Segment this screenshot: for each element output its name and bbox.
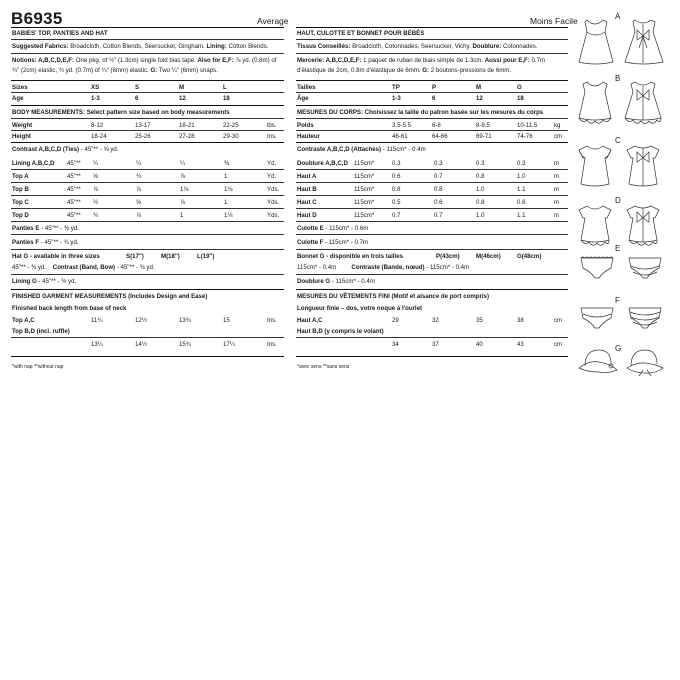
fabric-amount: 1.1 [517, 186, 526, 193]
fabric-amount: ⅜ [224, 160, 230, 167]
fabric-width: 45"** [67, 160, 81, 167]
size-g: G [517, 84, 522, 91]
culotte-f: Culotte F - 115cm* - 0.7m [297, 239, 369, 246]
top-bd-unit: Ins. [267, 341, 277, 348]
fabric-row-label: Doublure A,B,C,D [297, 160, 348, 167]
fabric-amount: ¾ [93, 212, 99, 219]
fabric-row-label: Haut A [297, 173, 317, 180]
fabric-amount: 1⅛ [224, 186, 233, 193]
top-bd-value: 15¾ [179, 341, 191, 348]
size-tp: TP [392, 84, 400, 91]
top-d-back-sketch [627, 206, 659, 245]
view-c-illustration [577, 140, 675, 192]
fabric-width: 115cm* [354, 212, 375, 219]
body-measurements-header: BODY MEASUREMENTS: Select pattern size based on body measurements [12, 109, 230, 116]
weight-label: Weight [12, 122, 33, 129]
bonnet-g-amount: 115cm* - 0.4m Contraste (Bande, nœud) - 115cm* - 0.4m [297, 264, 470, 271]
top-bd-value: 13¼ [91, 341, 103, 348]
top-bd-value: 14½ [135, 341, 147, 348]
contrast-ties: Contrast A,B,C,D (Ties) - 45"** - ⅝ yd. [12, 146, 119, 153]
fabric-row-label: Top C [12, 199, 29, 206]
fabric-amount: ⅞ [93, 186, 99, 193]
panties-e-back-sketch [629, 258, 661, 278]
suggested-fabrics: Tissus Conseillés: Broadcloth, Cotonnades, Seersucker, Vichy. Doublure: Cotonnades. [297, 43, 538, 50]
finished-measurements-header: MESURES DU VÊTEMENTS FINI (Motif et aisance de port compris) [297, 293, 489, 300]
top-ac-value: 13¾ [179, 317, 191, 324]
top-ac-label: Haut A,C [297, 317, 323, 324]
fabric-row-label: Top A [12, 173, 29, 180]
fabric-amount: 1.1 [517, 212, 526, 219]
fabric-amount: 1⅛ [180, 186, 189, 193]
divider [11, 195, 284, 196]
divider [296, 27, 568, 28]
fabric-row-label: Haut D [297, 212, 317, 219]
section-title: BABIES' TOP, PANTIES AND HAT [12, 30, 108, 37]
view-e-illustration [577, 252, 675, 286]
height-value: 27-28 [179, 133, 195, 140]
view-label-f: F [615, 296, 620, 305]
top-ac-label: Top A,C [12, 317, 35, 324]
divider [11, 289, 284, 290]
fabric-row-label: Haut B [297, 186, 317, 193]
footnote: *avec sens **sans sens [297, 364, 350, 370]
fabric-width: 45"** [67, 212, 81, 219]
sizes-label: Tailles [297, 84, 316, 91]
divider [11, 118, 284, 119]
age-value: 6 [135, 95, 139, 102]
size-m: M [476, 84, 482, 91]
age-value: 1-3 [392, 95, 401, 102]
fabric-amount: ⅞ [180, 199, 186, 206]
age-value: 12 [179, 95, 186, 102]
size-l: L [223, 84, 227, 91]
divider [296, 105, 568, 106]
fabric-amount: 0.8 [517, 199, 526, 206]
panties-f: Panties F - 45"** - ¾ yd. [12, 239, 79, 246]
top-ac-value: 15 [223, 317, 230, 324]
weight-value: 10-11.5 [517, 122, 538, 129]
top-b-back-sketch [625, 82, 661, 124]
culotte-e: Culotte E - 115cm* - 0.6m [297, 225, 369, 232]
divider [11, 249, 284, 250]
hat-g-back-sketch [627, 350, 663, 376]
view-a-illustration [577, 16, 675, 68]
fabric-unit: Yds. [267, 186, 280, 193]
top-c-back-sketch [627, 146, 659, 186]
divider [11, 27, 284, 28]
fabric-unit: Yds. [267, 212, 280, 219]
lining-g: Lining G - 45"** - ⅜ yd. [12, 278, 77, 285]
top-bd-label: Haut B,D (y compris le volant) [297, 328, 384, 335]
top-a-front-sketch [579, 20, 613, 64]
hat-g-amount: 45"** - ⅜ yd. Contrast (Band, Bow) - 45"** - ⅜ yd. [12, 264, 155, 271]
divider [11, 130, 284, 131]
top-ac-value: 32 [432, 317, 439, 324]
bonnet-g: Bonnet G - disponible en trois tailles [297, 253, 403, 260]
age-label: Age [12, 95, 24, 102]
divider [296, 130, 568, 131]
fabric-amount: 0.3 [434, 160, 443, 167]
fabric-unit: Yd. [267, 160, 277, 167]
top-bd-value: 37 [432, 341, 439, 348]
height-label: Height [12, 133, 31, 140]
height-value: 18-24 [91, 133, 107, 140]
fabric-amount: 0.7 [392, 212, 401, 219]
top-bd-value: 17¼ [223, 341, 235, 348]
height-value: 29-30 [223, 133, 239, 140]
fabric-amount: 0.3 [392, 160, 401, 167]
divider [296, 182, 568, 183]
notions: Mercerie: A,B,C,D,E,F: 1 paquet de ruban de biais simple de 1.3cm. Aussi pour E,F: 0.7m [297, 57, 546, 64]
difficulty-level-en: Average [257, 16, 289, 26]
divider [296, 39, 568, 40]
section-title: HAUT, CULOTTE ET BONNET POUR BÉBÉS [297, 30, 425, 37]
fabric-width: 115cm* [354, 160, 375, 167]
divider [296, 249, 568, 250]
top-bd-value: 34 [392, 341, 399, 348]
view-label-e: E [615, 244, 621, 253]
panties-e-front-sketch [581, 257, 613, 278]
weight-value: 22-25 [223, 122, 239, 129]
height-value: 69-71 [476, 133, 492, 140]
fabric-amount: ¼ [136, 160, 142, 167]
fabric-amount: ¼ [93, 160, 99, 167]
top-ac-unit: Ins. [267, 317, 277, 324]
hat-size: L(19") [197, 253, 215, 260]
top-d-front-sketch [579, 206, 611, 245]
weight-unit: kg [554, 122, 561, 129]
divider [296, 337, 568, 338]
age-value: 6 [432, 95, 436, 102]
fabric-amount: 0.8 [392, 186, 401, 193]
divider [11, 169, 284, 170]
panties-e: Panties E - 45"** - ⅜ yd. [12, 225, 79, 232]
top-ac-value: 29 [392, 317, 399, 324]
view-b-illustration [577, 78, 675, 132]
bonnet-size: M(46cm) [476, 253, 501, 260]
age-value: 18 [223, 95, 230, 102]
divider [296, 356, 568, 357]
divider [296, 118, 568, 119]
top-bd-label: Top B,D (incl. ruffle) [12, 328, 70, 335]
height-unit: cm [554, 133, 563, 140]
view-f-illustration [577, 302, 675, 336]
divider [296, 289, 568, 290]
top-ac-value: 38 [517, 317, 524, 324]
height-label: Hauteur [297, 133, 321, 140]
divider [11, 208, 284, 209]
size-p: P [432, 84, 437, 91]
view-d-illustration [577, 200, 675, 254]
back-length-label: Finished back length from base of neck [12, 305, 127, 312]
fabric-unit: m [554, 212, 560, 219]
height-value: 25-26 [135, 133, 151, 140]
bonnet-size: P(43cm) [436, 253, 460, 260]
contrast-ties: Contraste A,B,C,D (Attaches) - 115cm* - 0.4m [297, 146, 426, 153]
suggested-fabrics: Suggested Fabrics: Broadcloth, Cotton Blends, Seersucker, Gingham. Lining: Cotton Blends. [12, 43, 269, 50]
height-value: 74-76 [517, 133, 533, 140]
fabric-amount: ¾ [136, 173, 142, 180]
top-a-back-sketch [625, 20, 663, 64]
fabric-width: 45"** [67, 199, 81, 206]
top-ac-unit: cm [554, 317, 563, 324]
fabric-unit: m [554, 173, 560, 180]
bonnet-size: G(48cm) [517, 253, 542, 260]
hat-g: Hat G - available in three sizes [12, 253, 100, 260]
finished-measurements-header: FINISHED GARMENT MEASUREMENTS (Includes Design and Ease) [12, 293, 208, 300]
weight-value: 8-12 [91, 122, 104, 129]
panties-f-front-sketch [581, 308, 613, 328]
height-unit: Ins. [267, 133, 277, 140]
fabric-amount: 0.8 [476, 199, 485, 206]
top-bd-value: 40 [476, 341, 483, 348]
weight-label: Poids [297, 122, 314, 129]
divider [11, 142, 284, 143]
divider [11, 182, 284, 183]
size-s: S [135, 84, 140, 91]
fabric-row-label: Lining A,B,C,D [12, 160, 55, 167]
view-label-g: G [615, 344, 622, 353]
divider [296, 142, 568, 143]
top-bd-unit: cm [554, 341, 563, 348]
divider [296, 53, 568, 54]
divider [296, 195, 568, 196]
divider [11, 80, 284, 81]
fabric-width: 45"** [67, 173, 81, 180]
divider [296, 80, 568, 81]
view-sketches [575, 8, 675, 378]
top-ac-value: 35 [476, 317, 483, 324]
fabric-amount: 1⅛ [224, 212, 233, 219]
divider [296, 169, 568, 170]
divider [11, 274, 284, 275]
notions-continued: ¾" (2cm) elastic, ¾ yd. (0.7m) of ¼" (6mm) elastic. G: Two ¼" (6mm) snaps. [12, 67, 218, 74]
fabric-amount: 0.8 [434, 186, 443, 193]
fabric-row-label: Haut C [297, 199, 317, 206]
top-c-front-sketch [579, 146, 611, 186]
weight-value: 8-9.5 [476, 122, 490, 129]
body-measurements-header: MESURES DU CORPS: Choisissez la taille du patron basée sur les mesures du corps [297, 109, 544, 116]
divider [11, 234, 284, 235]
top-ac-value: 12½ [135, 317, 147, 324]
divider [11, 356, 284, 357]
fabric-amount: 0.8 [476, 173, 485, 180]
weight-value: 6-8 [432, 122, 441, 129]
footnote: *with nap **without nap [12, 364, 64, 370]
fabric-unit: Yds. [267, 199, 280, 206]
fabric-amount: 0.7 [434, 173, 443, 180]
top-ac-value: 11¼ [91, 317, 103, 324]
fabric-amount: 0.3 [476, 160, 485, 167]
hat-size: S(17") [126, 253, 144, 260]
divider [296, 221, 568, 222]
divider [296, 208, 568, 209]
fabric-amount: ⅝ [136, 199, 142, 206]
sizes-label: Sizes [12, 84, 28, 91]
age-label: Âge [297, 95, 309, 102]
divider [11, 337, 284, 338]
fabric-amount: ⅝ [93, 173, 99, 180]
size-m: M [179, 84, 185, 91]
divider [296, 274, 568, 275]
fabric-width: 115cm* [354, 186, 375, 193]
divider [11, 39, 284, 40]
back-length-label: Longueur finie – dos, votre noque à l'ourlet [297, 305, 423, 312]
divider [11, 53, 284, 54]
fabric-amount: 0.3 [517, 160, 526, 167]
fabric-amount: 1 [224, 173, 228, 180]
fabric-row-label: Top D [12, 212, 29, 219]
fabric-amount: ⅞ [136, 186, 142, 193]
view-label-d: D [615, 196, 621, 205]
fabric-amount: ⅞ [136, 212, 142, 219]
fabric-width: 115cm* [354, 173, 375, 180]
pattern-code: B6935 [11, 9, 63, 28]
view-label-c: C [615, 136, 621, 145]
weight-unit: lbs. [267, 122, 277, 129]
divider [11, 105, 284, 106]
divider [11, 221, 284, 222]
fabric-amount: ½ [93, 199, 99, 206]
divider [296, 92, 568, 93]
panties-f-back-sketch [629, 308, 661, 328]
height-value: 64-66 [432, 133, 448, 140]
view-label-a: A [615, 12, 621, 21]
fabric-amount: 0.6 [434, 199, 443, 206]
age-value: 12 [476, 95, 483, 102]
age-value: 18 [517, 95, 524, 102]
fabric-unit: Yd. [267, 173, 277, 180]
weight-value: 13-17 [135, 122, 151, 129]
hat-g-front-sketch [579, 350, 617, 373]
view-label-b: B [615, 74, 621, 83]
lining-g: Doublure G - 115cm* - 0.4m [297, 278, 375, 285]
fabric-unit: m [554, 160, 560, 167]
fabric-amount: 1 [180, 212, 184, 219]
fabric-width: 45"** [67, 186, 81, 193]
size-xs: XS [91, 84, 100, 91]
divider [296, 234, 568, 235]
weight-value: 3.5-5.5 [392, 122, 411, 129]
view-g-illustration [577, 346, 675, 380]
fabric-amount: 0.5 [392, 199, 401, 206]
fabric-row-label: Top B [12, 186, 29, 193]
fabric-amount: 0.6 [392, 173, 401, 180]
fabric-amount: ⅞ [180, 173, 186, 180]
height-value: 46-61 [392, 133, 408, 140]
fabric-unit: m [554, 199, 560, 206]
fabric-width: 115cm* [354, 199, 375, 206]
top-b-front-sketch [579, 82, 611, 123]
weight-value: 18-21 [179, 122, 195, 129]
fabric-amount: ¼ [180, 160, 186, 167]
top-bd-value: 43 [517, 341, 524, 348]
difficulty-level-fr: Moins Facile [530, 16, 578, 26]
fabric-amount: 0.7 [434, 212, 443, 219]
notions-continued: d'élastique de 2cm, 0.8m d'élastique de 6mm. G: 2 boutons-pressions de 6mm. [297, 67, 512, 74]
fabric-amount: 1 [224, 199, 228, 206]
notions: Notions: A,B,C,D,E,F: One pkg. of ½" (1.3cm) single fold bias tape. Also for E,F: ⅞ yd. (0.8m) of [12, 57, 277, 64]
age-value: 1-3 [91, 95, 100, 102]
fabric-unit: m [554, 186, 560, 193]
fabric-amount: 1.0 [517, 173, 526, 180]
fabric-amount: 1.0 [476, 212, 485, 219]
fabric-amount: 1.0 [476, 186, 485, 193]
divider [11, 92, 284, 93]
hat-size: M(18") [161, 253, 180, 260]
